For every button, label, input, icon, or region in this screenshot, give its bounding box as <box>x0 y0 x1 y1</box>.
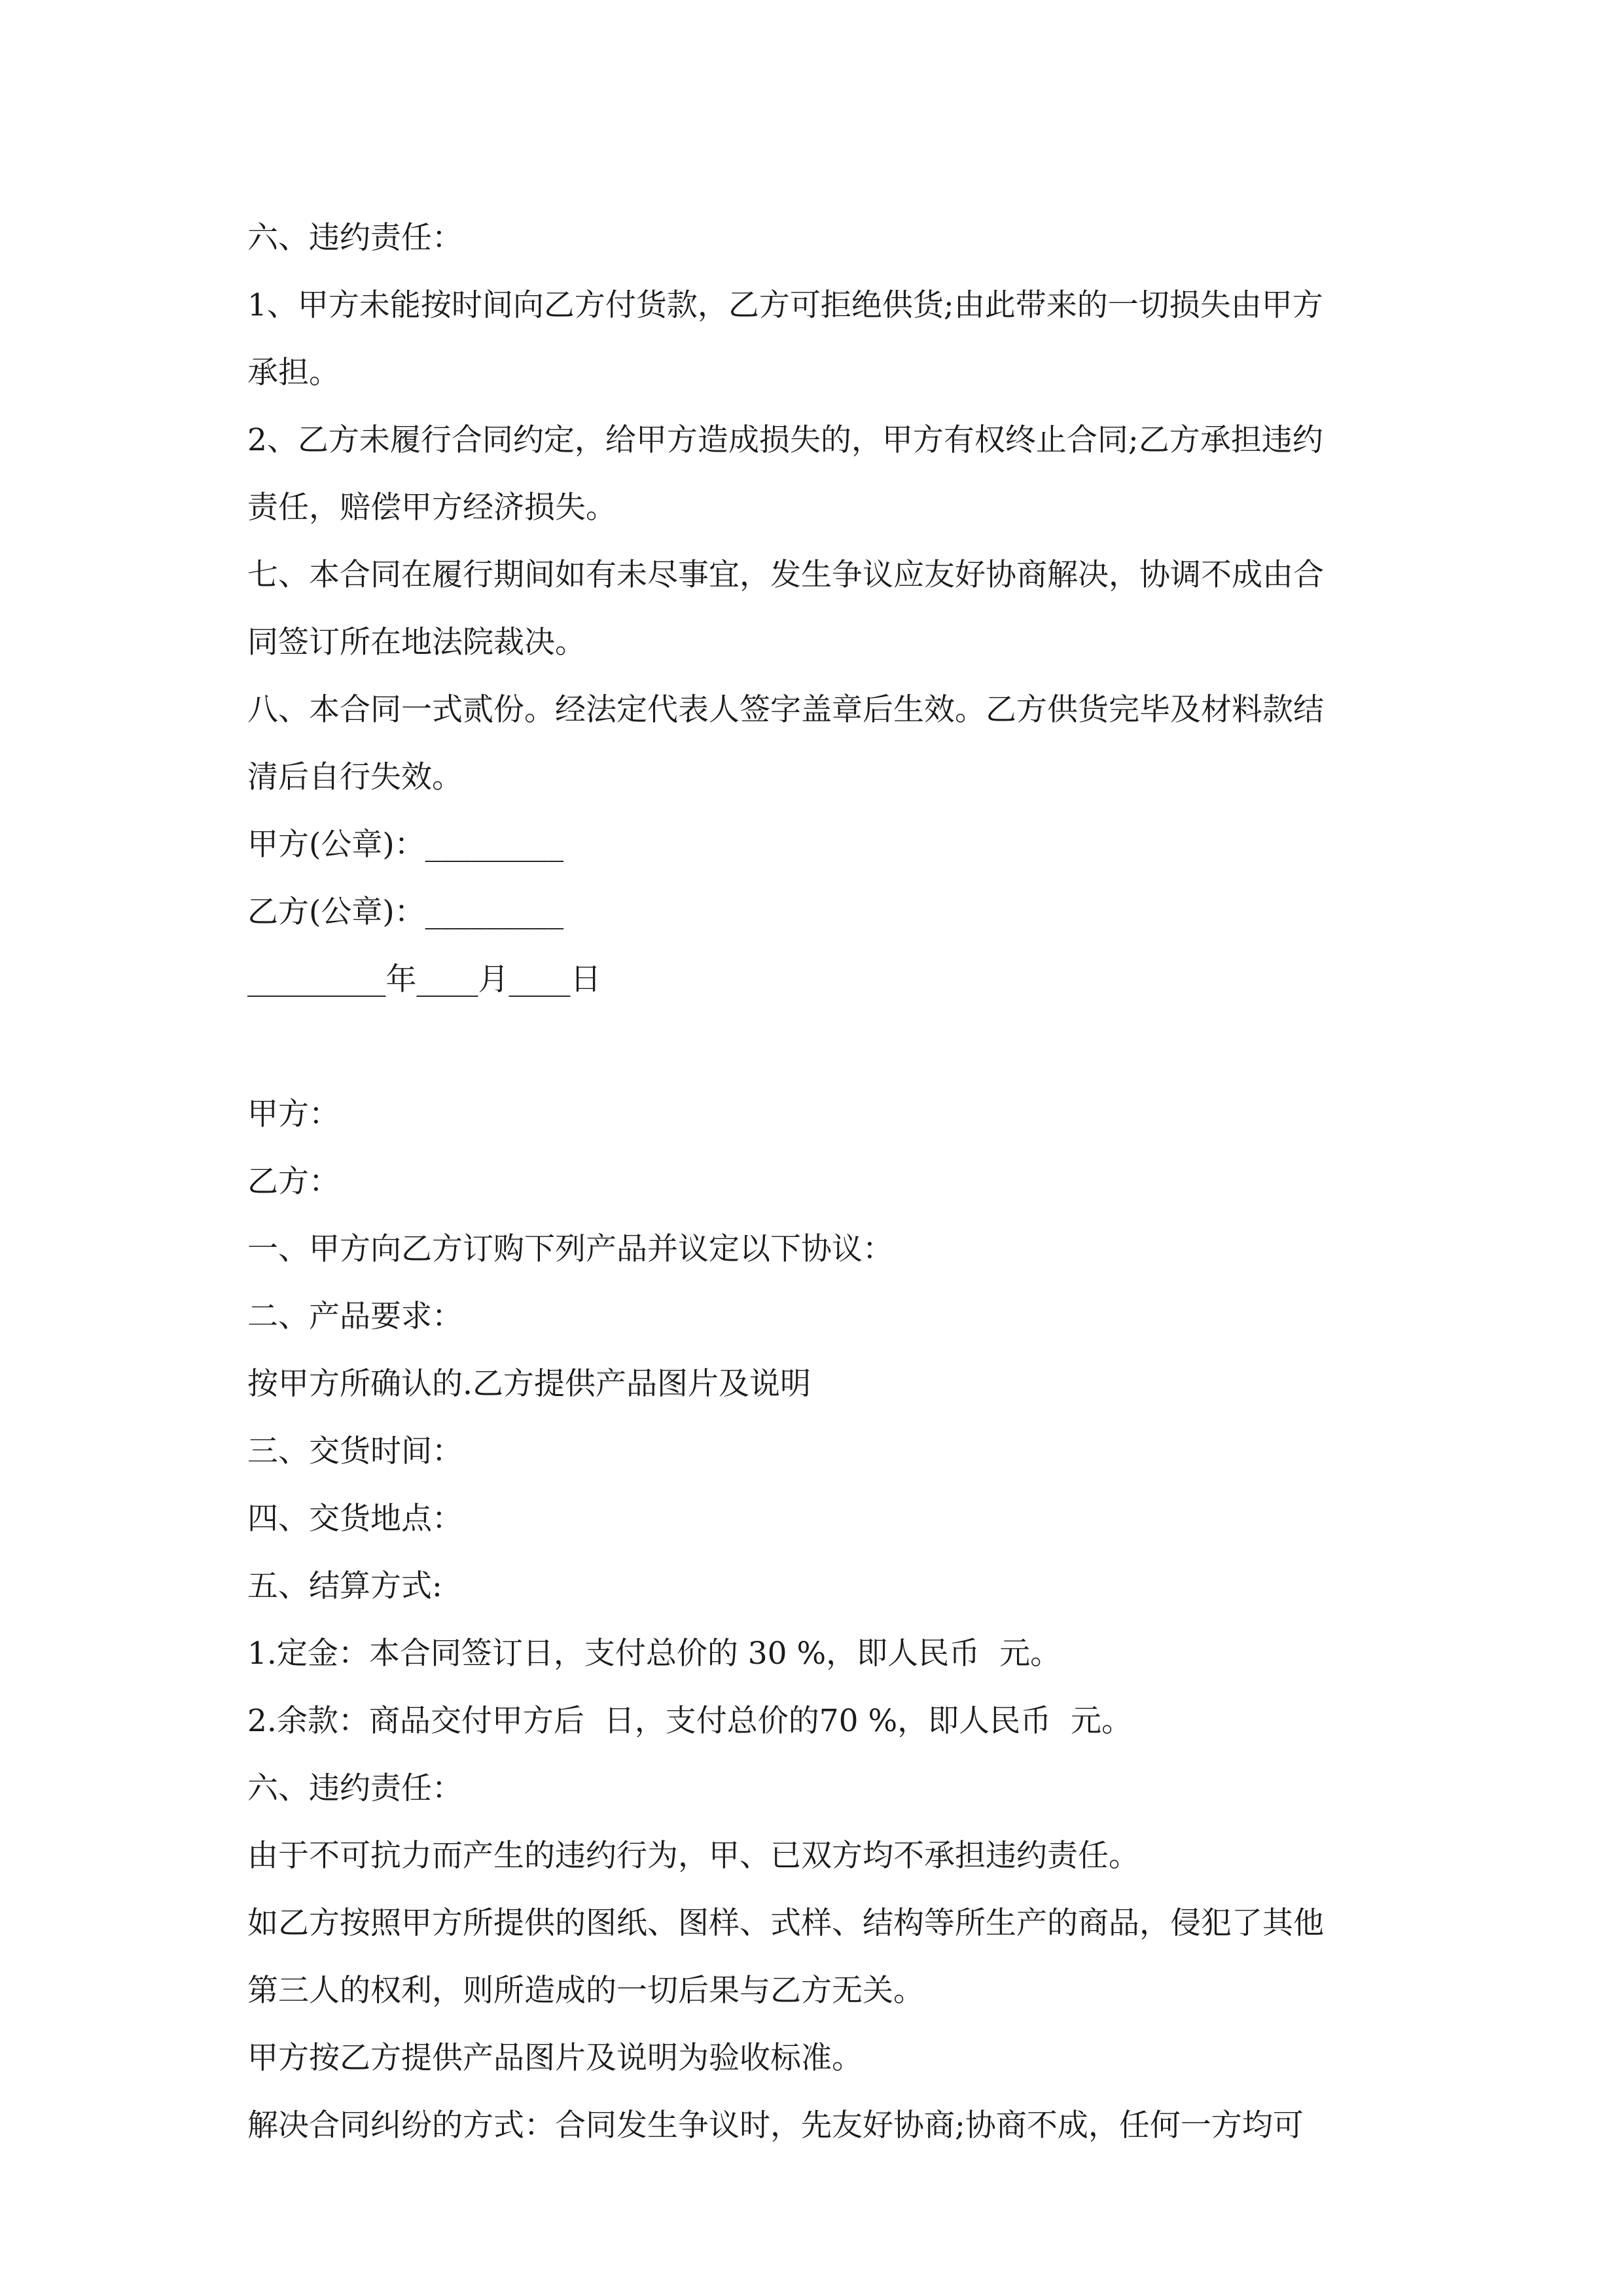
clause-line: 1.定金：本合同签订日，支付总价的 30 %，即人民币 元。 <box>247 1636 1061 1672</box>
clause-line: 承担。 <box>247 355 340 391</box>
spacer <box>247 1013 1386 1081</box>
section-heading: 一、甲方向乙方订购下列产品并议定以下协议： <box>247 1231 893 1267</box>
clause-line: 甲方按乙方提供产品图片及说明为验收标准。 <box>247 2040 863 2076</box>
clause-line: 1、甲方未能按时间向乙方付货款，乙方可拒绝供货;由此带来的一切损失由甲方 <box>247 287 1323 323</box>
clause-line: 2.余款：商品交付甲方后 日，支付总价的70 %，即人民币 元。 <box>247 1703 1133 1739</box>
party-a-label: 甲方： <box>247 1096 340 1132</box>
clause-line: 如乙方按照甲方所提供的图纸、图样、式样、结构等所生产的商品，侵犯了其他 <box>247 1905 1324 1941</box>
clause-line: 2、乙方未履行合同约定，给甲方造成损失的，甲方有权终止合同;乙方承担违约 <box>247 422 1323 458</box>
date-line: _________年____月____日 <box>247 961 601 997</box>
section-heading: 三、交货时间： <box>247 1433 463 1469</box>
party-b-label: 乙方： <box>247 1164 340 1200</box>
section-heading: 二、产品要求： <box>247 1299 463 1335</box>
section-heading: 五、结算方式: <box>247 1568 442 1604</box>
clause-line: 七、本合同在履行期间如有未尽事宜，发生争议应友好协商解决，协调不成由合 <box>247 557 1324 593</box>
clause-line: 按甲方所确认的.乙方提供产品图片及说明 <box>247 1366 811 1402</box>
clause-line: 同签订所在地法院裁决。 <box>247 624 586 660</box>
clause-line: 第三人的权利，则所造成的一切后果与乙方无关。 <box>247 1973 924 2009</box>
clause-line: 解决合同纠纷的方式：合同发生争议时，先友好协商;协商不成，任何一方均可 <box>247 2108 1304 2144</box>
section-heading: 六、违约责任： <box>247 220 463 256</box>
contract-text <box>247 204 1386 2159</box>
section-heading: 四、交货地点： <box>247 1501 463 1537</box>
section-heading: 六、违约责任： <box>247 1770 463 1806</box>
clause-line: 清后自行失效。 <box>247 759 463 795</box>
party-a-seal-line: 甲方(公章)：_________ <box>247 827 564 863</box>
clause-line: 由于不可抗力而产生的违约行为，甲、已双方均不承担违约责任。 <box>247 1838 1139 1874</box>
party-b-seal-line: 乙方(公章)：_________ <box>247 894 564 930</box>
clause-line: 八、本合同一式贰份。经法定代表人签字盖章后生效。乙方供货完毕及材料款结 <box>247 692 1324 728</box>
clause-line: 责任，赔偿甲方经济损失。 <box>247 490 616 526</box>
